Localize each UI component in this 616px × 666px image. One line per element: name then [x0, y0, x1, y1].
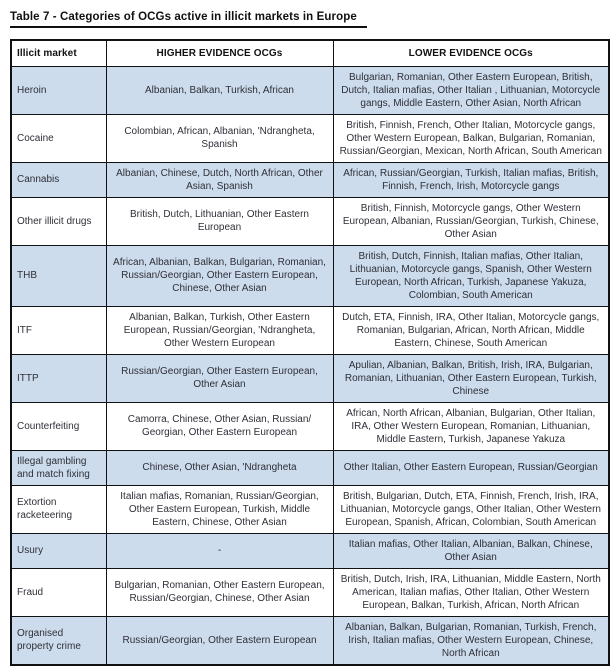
illicit-market-cell: Organised property crime — [11, 616, 106, 665]
illicit-market-cell: ITTP — [11, 354, 106, 402]
higher-evidence-cell: African, Albanian, Balkan, Bulgarian, Romanian, Russian/Georgian, Other Eastern European, Chinese, Other Asian — [106, 245, 333, 306]
illicit-market-cell: Usury — [11, 533, 106, 568]
table-row — [11, 354, 609, 402]
higher-evidence-cell: Camorra, Chinese, Other Asian, Russian/ Georgian, Other Eastern European — [106, 402, 333, 450]
higher-evidence-cell: Russian/Georgian, Other Eastern European — [106, 616, 333, 665]
higher-evidence-cell: Russian/Georgian, Other Eastern European, Other Asian — [106, 354, 333, 402]
table-row — [11, 450, 609, 485]
illicit-market-cell: Other illicit drugs — [11, 197, 106, 245]
lower-evidence-cell: British, Bulgarian, Dutch, ETA, Finnish, French, Irish, IRA, Lithuanian, Motorcycle gangs, Other Italian, Other Western European, Spanish, African, Colombian, South American — [333, 485, 609, 533]
lower-evidence-cell: Albanian, Balkan, Bulgarian, Romanian, Turkish, French, Irish, Italian mafias, Other Western European, Chinese, North African — [333, 616, 609, 665]
higher-evidence-cell: Bulgarian, Romanian, Other Eastern European, Russian/Georgian, Chinese, Other Asian — [106, 568, 333, 616]
illicit-market-cell: Heroin — [11, 66, 106, 114]
table-row — [11, 66, 609, 114]
illicit-market-cell: Fraud — [11, 568, 106, 616]
illicit-market-cell: Extortion racketeering — [11, 485, 106, 533]
higher-evidence-cell: Colombian, African, Albanian, 'Ndrangheta, Spanish — [106, 114, 333, 162]
lower-evidence-cell: African, North African, Albanian, Bulgarian, Other Italian, IRA, Other Western European, Romanian, Lithuanian, Middle Eastern, Turkish, Japanese Yakuza — [333, 402, 609, 450]
higher-evidence-cell: Albanian, Balkan, Turkish, Other Eastern European, Russian/Georgian, 'Ndrangheta, Other Western European — [106, 306, 333, 354]
table-row — [11, 197, 609, 245]
higher-evidence-cell: Albanian, Chinese, Dutch, North African, Other Asian, Spanish — [106, 162, 333, 197]
lower-evidence-cell: African, Russian/Georgian, Turkish, Italian mafias, British, Finnish, French, Irish, Motorcycle gangs — [333, 162, 609, 197]
table-row — [11, 533, 609, 568]
header-row — [11, 40, 609, 66]
table-row — [11, 245, 609, 306]
ocg-markets-table — [10, 39, 610, 666]
column-header-1: HIGHER EVIDENCE OCGs — [106, 40, 333, 66]
higher-evidence-cell: Chinese, Other Asian, 'Ndrangheta — [106, 450, 333, 485]
illicit-market-cell: Cannabis — [11, 162, 106, 197]
lower-evidence-cell: British, Finnish, Motorcycle gangs, Other Western European, Albanian, Russian/Georgian, Turkish, Chinese, Other Asian — [333, 197, 609, 245]
table-row — [11, 485, 609, 533]
lower-evidence-cell: British, Finnish, French, Other Italian, Motorcycle gangs, Other Western European, Balkan, Bulgarian, Romanian, Russian/Georgian, Mexican, North African, South American — [333, 114, 609, 162]
higher-evidence-cell: British, Dutch, Lithuanian, Other Eastern European — [106, 197, 333, 245]
lower-evidence-cell: Italian mafias, Other Italian, Albanian, Balkan, Chinese, Other Asian — [333, 533, 609, 568]
higher-evidence-cell: Italian mafias, Romanian, Russian/Georgian, Other Eastern European, Turkish, Middle Eastern, Chinese, Other Asian — [106, 485, 333, 533]
table-row — [11, 402, 609, 450]
table-row — [11, 616, 609, 665]
column-header-2: LOWER EVIDENCE OCGs — [333, 40, 609, 66]
lower-evidence-cell: Bulgarian, Romanian, Other Eastern European, British, Dutch, Italian mafias, Other Italian , Lithuanian, Motorcycle gangs, Middle Eastern, Other Asian, North African — [333, 66, 609, 114]
illicit-market-cell: ITF — [11, 306, 106, 354]
lower-evidence-cell: Other Italian, Other Eastern European, Russian/Georgian — [333, 450, 609, 485]
lower-evidence-cell: British, Dutch, Finnish, Italian mafias, Other Italian, Lithuanian, Motorcycle gangs, Spanish, Other Western European, North African, Turkish, Japanese Yakuza, Colombian, South American — [333, 245, 609, 306]
table-title: Table 7 - Categories of OCGs active in illicit markets in Europe — [10, 11, 367, 28]
illicit-market-cell: Counterfeiting — [11, 402, 106, 450]
lower-evidence-cell: Dutch, ETA, Finnish, IRA, Other Italian, Motorcycle gangs, Romanian, Bulgarian, African, North African, Middle Eastern, Chinese, South American — [333, 306, 609, 354]
higher-evidence-cell: - — [106, 533, 333, 568]
illicit-market-cell: Illegal gambling and match fixing — [11, 450, 106, 485]
table-row — [11, 162, 609, 197]
higher-evidence-cell: Albanian, Balkan, Turkish, African — [106, 66, 333, 114]
illicit-market-cell: THB — [11, 245, 106, 306]
column-header-0: Illicit market — [11, 40, 106, 66]
illicit-market-cell: Cocaine — [11, 114, 106, 162]
table-row — [11, 114, 609, 162]
lower-evidence-cell: British, Dutch, Irish, IRA, Lithuanian, Middle Eastern, North American, Italian mafias, Other Italian, Other Western European, Balkan, Turkish, African, North African — [333, 568, 609, 616]
table-row — [11, 306, 609, 354]
lower-evidence-cell: Apulian, Albanian, Balkan, British, Irish, IRA, Bulgarian, Romanian, Lithuanian, Other Eastern European, Turkish, Chinese — [333, 354, 609, 402]
table-row — [11, 568, 609, 616]
